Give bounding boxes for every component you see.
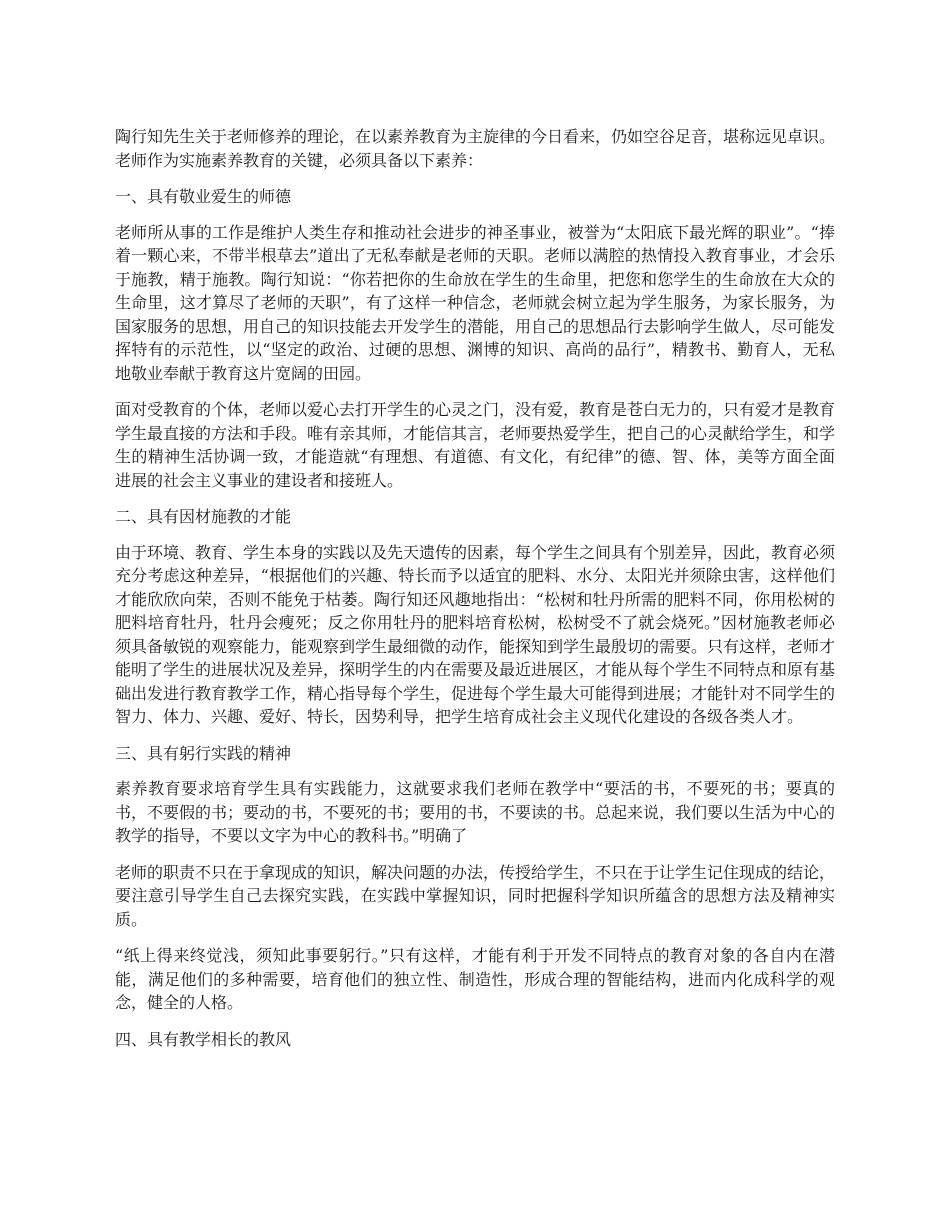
intro-paragraph: 陶行知先生关于老师修养的理论，在以素养教育为主旋律的今日看来，仍如空谷足音，堪称远见卓识。老师作为实施素养教育的关键，必须具备以下素养： [115,127,836,170]
section-heading-2: 二、具有因材施教的才能 [115,507,292,526]
section-3-paragraph-2: 老师的职责不只在于拿现成的知识，解决问题的办法，传授给学生，不只在于让学生记住现成的结论，要注意引导学生自己去探究实践，在实践中掌握知识，同时把握科学知识所蕴含的思想方法及精神实质。 [115,862,836,929]
section-3-paragraph-1: 素养教育要求培育学生具有实践能力，这就要求我们老师在教学中“要活的书，不要死的书；要真的书，不要假的书；要动的书，不要死的书；要用的书，不要读的书。总起来说，我们要以生活为中心的教学的指导，不要以文字为中心的教科书。”明确了 [115,779,836,845]
section-1-paragraph-2: 面对受教育的个体，老师以爱心去打开学生的心灵之门，没有爱，教育是苍白无力的，只有爱才是教育学生最直接的方法和手段。唯有亲其师，才能信其言，老师要热爱学生，把自己的心灵献给学生，和学生的精神生活协调一致，才能造就“有理想、有道德、有文化，有纪律”的德、智、体，美等方面全面进展的社会主义事业的建设者和接班人。 [115,400,836,490]
section-3-paragraph-3: “纸上得来终觉浅，须知此事要躬行。”只有这样，才能有利于开发不同特点的教育对象的各自内在潜能，满足他们的多种需要，培育他们的独立性、制造性，形成合理的智能结构，进而内化成科学的观念，健全的人格。 [115,946,835,1012]
section-heading-4: 四、具有教学相长的教风 [115,1029,292,1049]
section-2-paragraph-1: 由于环境、教育、学生本身的实践以及先天遗传的因素，每个学生之间具有个别差异，因此，教育必须充分考虑这种差异，“根据他们的兴趣、特长而予以适宜的肥料、水分、太阳光并须除虫害，这样他们才能欣欣向荣，否则不能免于枯萎。陶行知还风趣地指出：“松树和牡丹所需的肥料不同，你用松树的肥料培育牡丹，牡丹会瘦死；反之你用牡丹的肥料培育松树，松树受不了就会烧死。”因材施教老师必须具备敏锐的观察能力，能观察到学生最细微的动作，能探知到学生最殷切的需要。只有这样，老师才能明了学生的进展状况及差异，探明学生的内在需要及最近进展区，才能从每个学生不同特点和原有基础出发进行教育教学工作，精心指导每个学生，促进每个学生最大可能得到进展；才能针对不同学生的智力、体力、兴趣、爱好、特长，因势利导，把学生培育成社会主义现代化建设的各级各类人才。 [115,542,836,726]
document-body [115,125,835,1063]
section-heading-3: 三、具有躬行实践的精神 [115,743,292,763]
section-heading-1: 一、具有敬业爱生的师德 [115,187,292,206]
section-1-paragraph-1: 老师所从事的工作是维护人类生存和推动社会进步的神圣事业，被誉为“太阳底下最光辉的职业”。“捧着一颗心来，不带半根草去”道出了无私奉献是老师的天职。老师以满腔的热情投入教育事业，才会乐于施教，精于施教。陶行知说：“你若把你的生命放在学生的生命里，把您和您学生的生命放在大众的生命里，这才算尽了老师的天职”，有了这样一种信念，老师就会树立起为学生服务，为家长服务，为国家服务的思想，用自己的知识技能去开发学生的潜能，用自己的思想品行去影响学生做人，尽可能发挥特有的示范性，以“坚定的政治、过硬的思想、渊博的知识、高尚的品行”，精教书、勤育人，无私地敬业奉献于教育这片宽阔的田园。 [115,222,836,383]
